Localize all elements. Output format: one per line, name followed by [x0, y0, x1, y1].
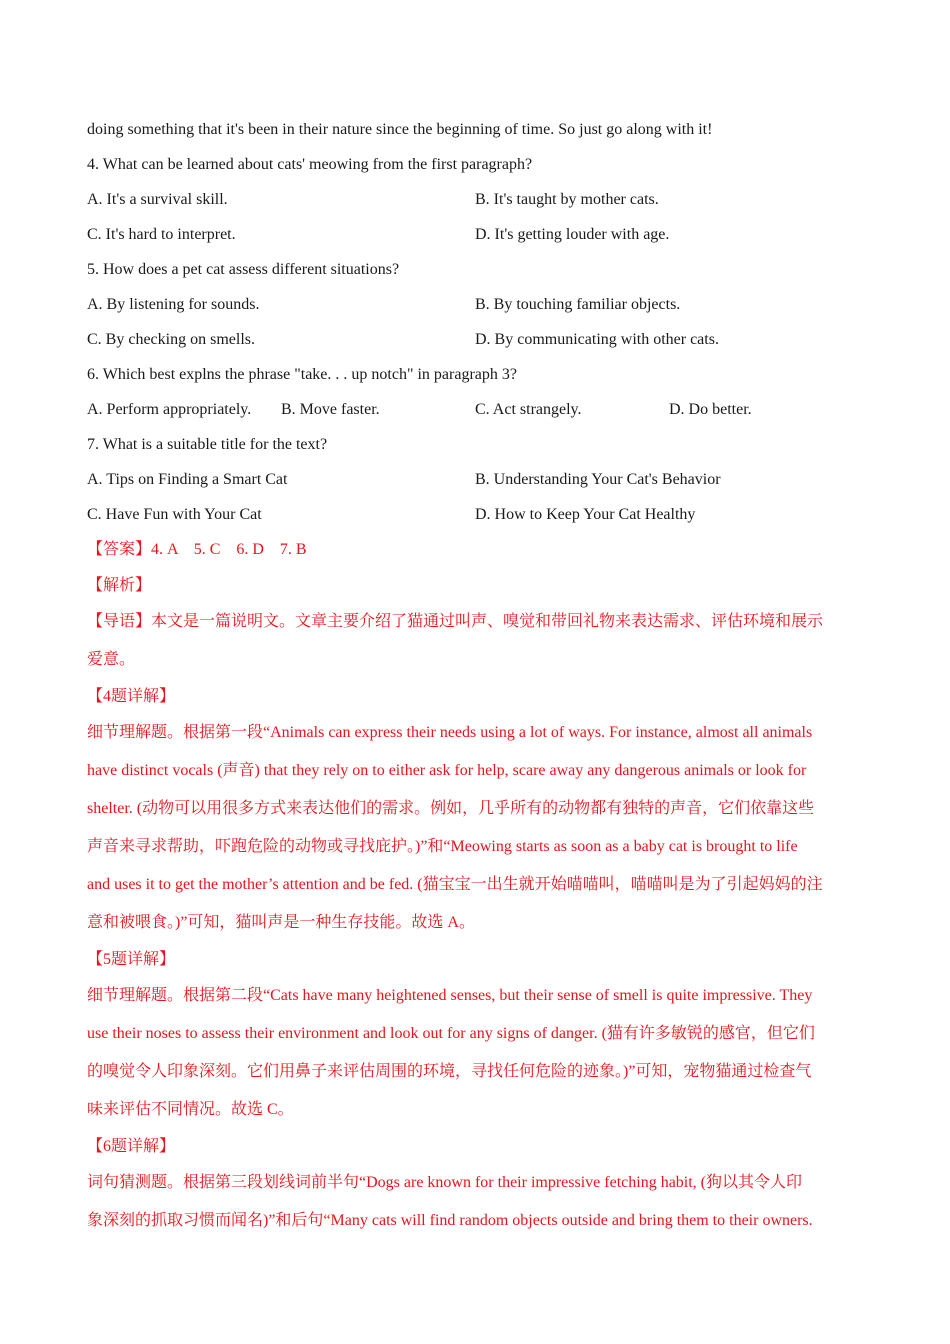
guide-line-2: 爱意。: [87, 651, 136, 668]
detail-4-line: 意和被喂食。)”可知，猫叫声是一种生存技能。故选 A。: [87, 914, 475, 931]
guide-line-1: 本文是一篇说明文。文章主要介绍了猫通过叫声、嗅觉和带回礼物来表达需求、评估环境和展示: [151, 613, 824, 630]
detail-4-line: 声音来寻求帮助，吓跑危险的动物或寻找庇护。)”和“Meowing starts as soon as a baby cat is brought to life: [87, 838, 798, 855]
detail-5-line: 的嗅觉令人印象深刻。它们用鼻子来评估周围的环境，寻找任何危险的迹象。)”可知，宠物猫通过检查气: [87, 1063, 812, 1080]
question-6: 6. Which best explns the phrase "take. . . up notch" in paragraph 3?: [87, 366, 517, 383]
question-6-option-b: B. Move faster.: [281, 401, 380, 418]
question-4-option-d: D. It's getting louder with age.: [475, 226, 670, 243]
question-5-options-row-1: [87, 287, 867, 322]
detail-5-line: 味来评估不同情况。故选 C。: [87, 1101, 294, 1118]
question-5-option-a: A. By listening for sounds.: [87, 296, 260, 313]
detail-6-line: 词句猜测题。根据第三段划线词前半句“Dogs are known for their impressive fetching habit, (狗以其令人印: [87, 1174, 803, 1191]
question-5-options-row-2: [87, 322, 867, 357]
question-5-option-c: C. By checking on smells.: [87, 331, 255, 348]
answer-key: [87, 532, 867, 568]
detail-5-line: use their noses to assess their environment and look out for any signs of danger. (猫有许多敏锐的感官，但它们: [87, 1025, 815, 1042]
question-4-option-c: C. It's hard to interpret.: [87, 226, 236, 243]
question-4-options-row-1: [87, 182, 867, 217]
question-7-option-a: A. Tips on Finding a Smart Cat: [87, 471, 288, 488]
document-page: [87, 112, 867, 1240]
question-7: 7. What is a suitable title for the text?: [87, 436, 328, 453]
guide-paragraph: [87, 603, 867, 679]
guide-label: 【导语】: [87, 613, 152, 630]
detail-6-line: 象深刻的抓取习惯而闻名)”和后句“Many cats will find random objects outside and bring them to their owners.: [87, 1212, 813, 1229]
answer-label: 【答案】: [87, 541, 152, 558]
question-5: 5. How does a pet cat assess different situations?: [87, 261, 400, 278]
question-7-option-c: C. Have Fun with Your Cat: [87, 506, 262, 523]
detail-5-line: 细节理解题。根据第二段“Cats have many heightened senses, but their sense of smell is quite impressive. They: [87, 987, 813, 1004]
question-6-option-a: A. Perform appropriately.: [87, 401, 252, 418]
answer-values: 4. A 5. C 6. D 7. B: [151, 541, 307, 558]
question-6-options-row: [87, 392, 867, 427]
detail-4-line: 细节理解题。根据第一段“Animals can express their needs using a lot of ways. For instance, almost all animals: [87, 724, 813, 741]
detail-4-line: and uses it to get the mother’s attention and be fed. (猫宝宝一出生就开始喵喵叫，喵喵叫是为了引起妈妈的注: [87, 876, 823, 893]
question-7-options-row-1: [87, 462, 867, 497]
detail-6-heading: 【6题详解】: [87, 1138, 176, 1155]
question-7-option-b: B. Understanding Your Cat's Behavior: [475, 471, 721, 488]
question-7-option-d: D. How to Keep Your Cat Healthy: [475, 506, 696, 523]
detail-4-line: shelter. (动物可以用很多方式来表达他们的需求。例如，几乎所有的动物都有独特的声音，它们依靠这些: [87, 800, 815, 817]
analysis-heading: 【解析】: [87, 577, 152, 594]
question-5-option-b: B. By touching familiar objects.: [475, 296, 681, 313]
detail-4-line: have distinct vocals (声音) that they rely on to either ask for help, scare away any dangerous animals or look for: [87, 762, 807, 779]
detail-4-heading: 【4题详解】: [87, 688, 176, 705]
question-6-option-c: C. Act strangely.: [475, 401, 582, 418]
detail-5-paragraph: [87, 977, 867, 1129]
detail-6-paragraph: [87, 1164, 867, 1240]
question-4-option-b: B. It's taught by mother cats.: [475, 191, 659, 208]
passage-closing-line: doing something that it's been in their nature since the beginning of time. So just go along with it!: [87, 121, 713, 138]
question-7-options-row-2: [87, 497, 867, 532]
detail-5-heading: 【5题详解】: [87, 951, 176, 968]
question-6-option-d: D. Do better.: [669, 401, 752, 418]
detail-4-paragraph: [87, 714, 867, 942]
question-4: 4. What can be learned about cats' meowing from the first paragraph?: [87, 156, 533, 173]
question-4-options-row-2: [87, 217, 867, 252]
question-5-option-d: D. By communicating with other cats.: [475, 331, 719, 348]
question-4-option-a: A. It's a survival skill.: [87, 191, 228, 208]
